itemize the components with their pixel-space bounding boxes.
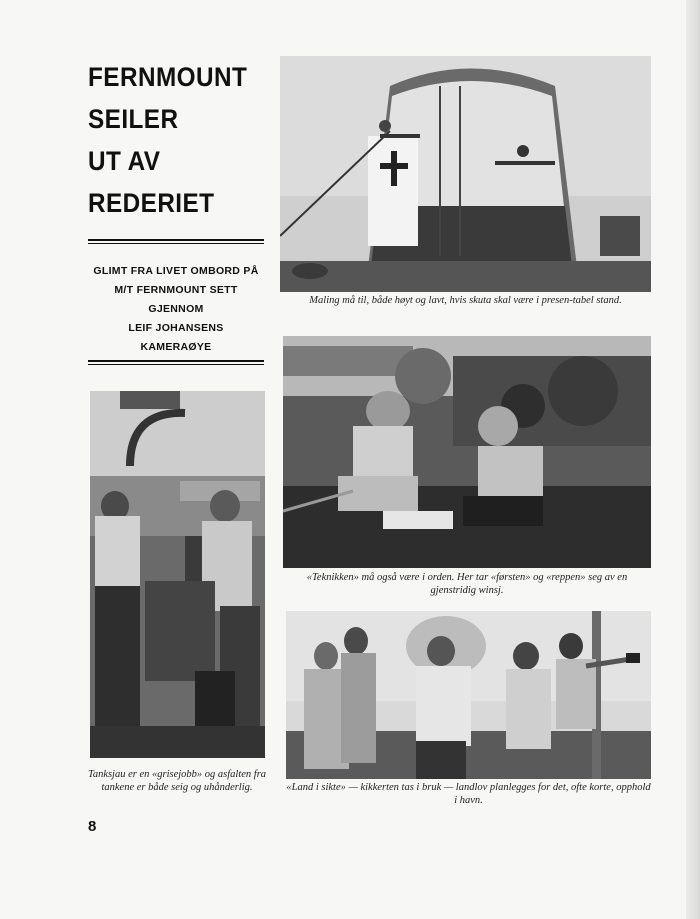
article-headline [88, 56, 259, 224]
photo-tank-cleaning [90, 391, 265, 758]
intro-line-4: KAMERAØYE [140, 341, 212, 353]
caption-deck: «Land i sikte» — kikkerten tas i bruk — landlov planlegges for det, ofte korte, opphold i havn. [286, 782, 651, 806]
caption-funnel: Maling må til, både høyt og lavt, hvis skuta skal være i presen-tabel stand. [309, 295, 622, 306]
top-divider [88, 239, 264, 244]
article-intro [88, 262, 264, 357]
page-edge-shadow [686, 0, 700, 919]
page-number: 8 [88, 818, 97, 835]
bottom-divider [88, 360, 264, 365]
caption-winch: «Teknikken» må også være i orden. Her tar «førsten» og «reppen» seg av en gjenstridig winsj. [306, 572, 628, 596]
photo-winch-repair [283, 336, 651, 568]
photo-land-in-sight [286, 611, 651, 779]
headline-line-4: REDERIET [88, 188, 215, 218]
headline-line-3: UT AV [88, 146, 161, 176]
photo-funnel-painting [280, 56, 651, 292]
intro-line-1: GLIMT FRA LIVET OMBORD PÅ [93, 265, 259, 277]
caption-tank: Tanksjau er en «grisejobb» og asfalten fra tankene er både seig og uhånderlig. [87, 769, 267, 793]
intro-line-3: LEIF JOHANSENS [128, 322, 224, 334]
headline-line-2: SEILER [88, 104, 179, 134]
intro-line-2: M/T FERNMOUNT SETT GJENNOM [114, 284, 238, 315]
headline-line-1: FERNMOUNT [88, 62, 248, 92]
